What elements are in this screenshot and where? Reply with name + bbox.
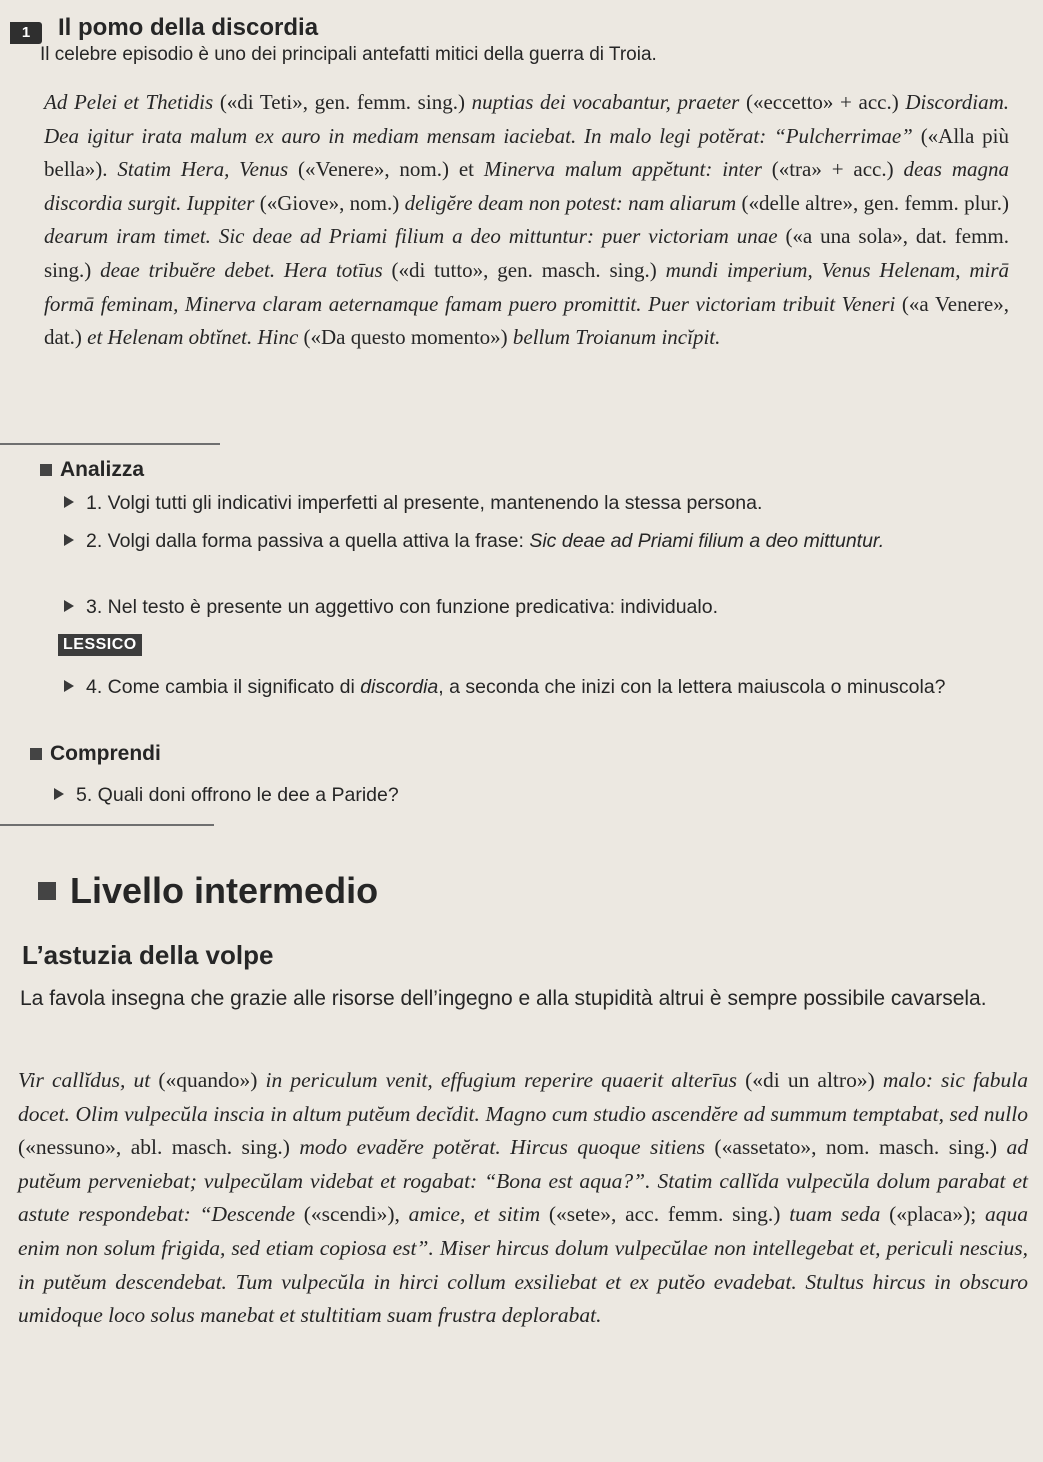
- gloss-segment: («tra» + acc.): [771, 157, 904, 182]
- question-2: [64, 526, 1014, 556]
- level-heading: [38, 870, 378, 912]
- latin-segment: ad putĕum perveniebat; vulpecŭlam videbat et rogabat: “Bona est aqua?”. Statim callĭda vulpecŭla dolum parabat et astute respondebat: “Descende: [18, 1135, 1028, 1227]
- gloss-segment: («Alla più bella»).: [44, 123, 1010, 182]
- lessico-badge: LESSICO: [58, 634, 142, 656]
- gloss-segment: («nessuno», abl. masch. sing.): [18, 1135, 300, 1160]
- gloss-segment: («a una sola», dat. femm. sing.): [44, 224, 1009, 282]
- latin-segment: Statim Hera, Venus: [117, 157, 299, 182]
- latin-segment: modo evadĕre potĕrat. Hircus quoque sitiens: [299, 1135, 715, 1160]
- question-4-italic-word: discordia: [360, 676, 439, 698]
- gloss-segment: («delle altre», gen. femm. plur.): [741, 190, 1009, 215]
- latin-segment: in periculum venit, effugium reperire quaerit alterīus: [265, 1068, 746, 1092]
- latin-segment: deligĕre deam non potest: nam aliarum: [404, 190, 742, 215]
- exercise1-intro: Il celebre episodio è uno dei principali antefatti mitici della guerra di Troia.: [40, 44, 657, 65]
- gloss-segment: et: [458, 157, 484, 182]
- gloss-segment: («a Venere», dat.): [44, 291, 1009, 350]
- comprendi-label: Comprendi: [50, 742, 161, 765]
- latin-segment: nuptias dei vocabantur, praeter: [471, 90, 746, 114]
- latin-segment: bellum Troianum incĭpit.: [512, 325, 721, 350]
- exercise2-intro: La favola insegna che grazie alle risorse dell’ingegno e alla stupidità altrui è sempre possibile cavarsela.: [20, 987, 987, 1010]
- latin-segment: tuam seda: [789, 1202, 890, 1227]
- exercise1-title: Il pomo della discordia: [58, 14, 319, 41]
- exercise2-latin-text: [18, 1064, 1028, 1333]
- question-4-text: 4. Come cambia il significato di: [86, 676, 361, 698]
- latin-segment: deae tribuĕre debet. Hera totīus: [100, 257, 392, 282]
- analizza-label: Analizza: [60, 458, 145, 481]
- latin-paragraph: [44, 86, 1009, 355]
- gloss-segment: («assetato», nom. masch. sing.): [714, 1135, 1007, 1160]
- question-5-text: 5. Quali doni offrono le dee a Paride?: [76, 784, 399, 806]
- question-2-text: 2. Volgi dalla forma passiva a quella attiva la frase:: [86, 530, 530, 552]
- gloss-segment: («placa»);: [889, 1202, 985, 1227]
- gloss-segment: («di Teti», gen. femm. sing.): [219, 90, 472, 114]
- gloss-segment: («quando»): [158, 1068, 266, 1092]
- gloss-segment: («sete», acc. femm. sing.): [548, 1202, 790, 1227]
- question-3-text: 3. Nel testo è presente un aggettivo con funzione predicativa: individualo.: [86, 596, 718, 618]
- analizza-heading: [40, 458, 144, 482]
- latin-segment: Vir callĭdus, ut: [18, 1068, 159, 1092]
- level-title: Livello intermedio: [70, 870, 379, 911]
- triangle-bullet-icon: [64, 496, 74, 508]
- latin-segment: Discordiam. Dea igitur irata malum ex auro in mediam mensam iaciebat. In malo legi potĕrat: “Pulcherrimae”: [44, 90, 1009, 148]
- section-divider: [0, 443, 220, 445]
- latin-segment: deas magna discordia surgit. Iuppiter: [44, 157, 1009, 215]
- gloss-segment: («Venere», nom.): [298, 157, 459, 182]
- question-4-text-end: , a seconda che inizi con la lettera maiuscola o minuscola?: [438, 676, 946, 698]
- exercise2-title: L’astuzia della volpe: [22, 940, 274, 970]
- square-bullet-icon: [30, 748, 42, 760]
- question-2-latin-phrase: Sic deae ad Priami filium a deo mittuntur.: [529, 530, 885, 552]
- triangle-bullet-icon: [64, 600, 74, 612]
- gloss-segment: («di un altro»): [745, 1068, 883, 1092]
- latin-segment: et Helenam obtĭnet. Hinc: [87, 325, 304, 350]
- latin-segment: aqua enim non solum frigida, sed etiam copiosa est”. Miser hircus dolum vulpecŭlae non intellegebat et, periculi nescius, in putĕum descendebat. Tum vulpecŭla in hirci collum exsiliebat et ex putĕo evadebat. Stultus hircus in obscuro umidoque loco solus manebat et stultitiam suam frustra deplorabat.: [18, 1202, 1028, 1328]
- question-3: [64, 592, 964, 622]
- question-4: [64, 672, 1014, 702]
- gloss-segment: («Da questo momento»): [303, 325, 513, 350]
- question-5: [54, 780, 954, 810]
- latin-paragraph: [18, 1068, 1028, 1327]
- gloss-segment: («scendi»),: [303, 1202, 409, 1227]
- latin-segment: Ad Pelei et Thetidis: [44, 90, 220, 114]
- square-bullet-icon: [40, 464, 52, 476]
- exercise1-latin-text: [44, 86, 1009, 355]
- latin-segment: amice, et sitim: [408, 1202, 549, 1227]
- gloss-segment: («di tutto», gen. masch. sing.): [391, 257, 666, 282]
- gloss-segment: («Giove», nom.): [259, 190, 405, 215]
- triangle-bullet-icon: [64, 680, 74, 692]
- exercise-number-badge: 1: [10, 22, 42, 44]
- latin-segment: dearum iram timet. Sic deae ad Priami filium a deo mittuntur: puer victoriam unae: [44, 224, 786, 249]
- latin-segment: mundi imperium, Venus Helenam, mirā formā feminam, Minerva claram aeternamque famam puero promittit. Puer victoriam tribuit Veneri: [44, 257, 1009, 316]
- section-divider: [0, 824, 214, 826]
- question-1-text: 1. Volgi tutti gli indicativi imperfetti al presente, mantenendo la stessa persona.: [86, 492, 763, 514]
- comprendi-heading: [30, 742, 161, 766]
- triangle-bullet-icon: [64, 534, 74, 546]
- square-bullet-icon: [38, 882, 56, 900]
- latin-segment: malo: sic fabula docet. Olim vulpecŭla inscia in altum putĕum decĭdit. Magno cum studio ascendĕre ad summum temptabat, sed nullo: [18, 1068, 1028, 1126]
- gloss-segment: («eccetto» + acc.): [745, 90, 906, 114]
- question-1: [64, 488, 964, 518]
- latin-segment: Minerva malum appĕtunt: inter: [483, 157, 772, 182]
- triangle-bullet-icon: [54, 788, 64, 800]
